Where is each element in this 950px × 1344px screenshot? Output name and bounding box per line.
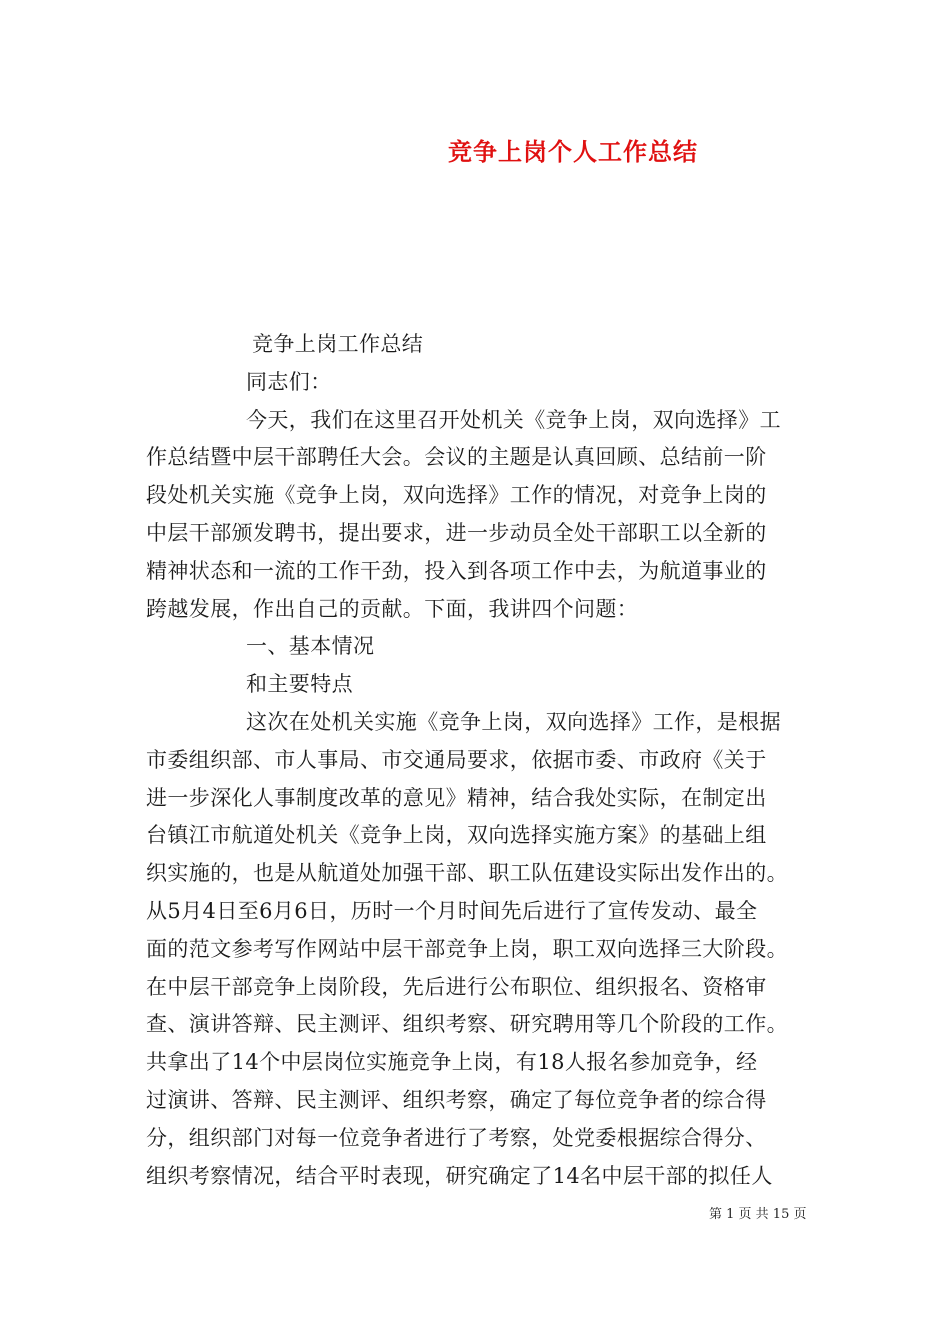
section-heading-line: 和主要特点 — [246, 672, 353, 697]
salutation-line: 同志们： — [246, 369, 332, 394]
paragraph-line: 台镇江市航道处机关《竞争上岗，双向选择实施方案》的基础上组 — [146, 823, 767, 848]
paragraph-line: 过演讲、答辩、民主测评、组织考察，确定了每位竞争者的综合得 — [146, 1087, 767, 1112]
document-title: 竞争上岗个人工作总结 — [448, 137, 698, 166]
paragraph-line: 这次在处机关实施《竞争上岗，双向选择》工作，是根据 — [246, 709, 781, 734]
paragraph-line: 进一步深化人事制度改革的意见》精神，结合我处实际，在制定出 — [146, 785, 767, 810]
paragraph-line: 跨越发展，作出自己的贡献。下面，我讲四个问题： — [146, 596, 639, 621]
paragraph-line: 面的范文参考写作网站中层干部竞争上岗，职工双向选择三大阶段。 — [146, 936, 788, 961]
section-heading-line: 一、基本情况 — [246, 634, 375, 659]
document-body — [146, 326, 808, 1195]
page-number-footer: 第 1 页 共 15 页 — [709, 1207, 807, 1222]
paragraph-line: 共拿出了14个中层岗位实施竞争上岗，有18人报名参加竞争，经 — [146, 1050, 758, 1075]
paragraph-line: 段处机关实施《竞争上岗，双向选择》工作的情况，对竞争上岗的 — [146, 483, 767, 508]
paragraph-line: 从5月4日至6月6日，历时一个月时间先后进行了宣传发动、最全 — [146, 898, 758, 923]
paragraph-line: 市委组织部、市人事局、市交通局要求，依据市委、市政府《关于 — [146, 747, 767, 772]
paragraph-line: 作总结暨中层干部聘任大会。会议的主题是认真回顾、总结前一阶 — [146, 445, 767, 470]
paragraph-line: 中层干部颁发聘书，提出要求，进一步动员全处干部职工以全新的 — [146, 520, 767, 545]
paragraph-line: 组织考察情况，结合平时表现，研究确定了14名中层干部的拟任人 — [146, 1163, 773, 1188]
paragraph-line: 查、演讲答辩、民主测评、组织考察、研究聘用等几个阶段的工作。 — [146, 1012, 788, 1037]
paragraph-line: 今天，我们在这里召开处机关《竞争上岗，双向选择》工 — [246, 407, 781, 432]
paragraph-line: 精神状态和一流的工作干劲，投入到各项工作中去，为航道事业的 — [146, 558, 767, 583]
subtitle-line: 竞争上岗工作总结 — [252, 332, 424, 356]
paragraph-line: 分，组织部门对每一位竞争者进行了考察，处党委根据综合得分、 — [146, 1125, 767, 1150]
paragraph-line: 在中层干部竞争上岗阶段，先后进行公布职位、组织报名、资格审 — [146, 974, 767, 999]
paragraph-line: 织实施的，也是从航道处加强干部、职工队伍建设实际出发作出的。 — [146, 861, 788, 886]
